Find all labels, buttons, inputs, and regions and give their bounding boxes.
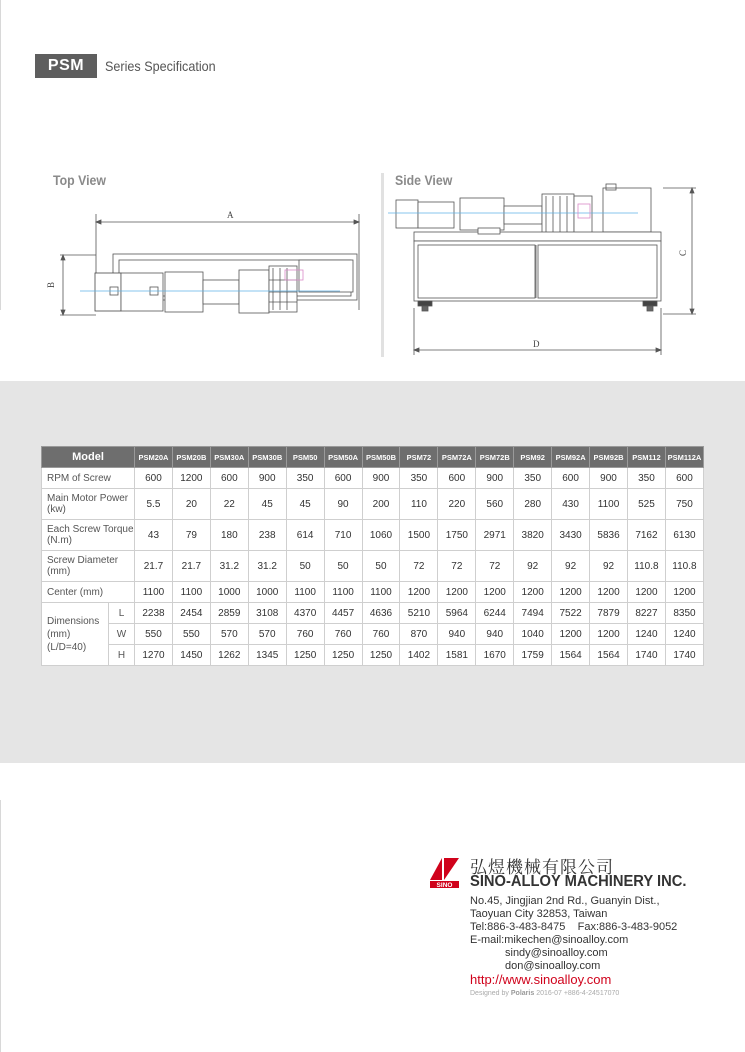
- company-logo: [428, 855, 461, 888]
- margin-rule: [0, 800, 1, 1052]
- table-cell: 600: [210, 468, 248, 489]
- dimension-sub-label: L: [109, 603, 135, 624]
- page-title: Series Specification: [105, 58, 216, 74]
- table-cell: 570: [248, 624, 286, 645]
- table-row: [42, 468, 704, 489]
- table-row: [42, 520, 704, 551]
- model-header: PSM30A: [210, 447, 248, 468]
- table-cell: 238: [248, 520, 286, 551]
- model-header: PSM112: [627, 447, 665, 468]
- row-label: Main Motor Power (kw): [42, 489, 135, 520]
- dim-a-label: A: [227, 210, 234, 220]
- table-row: [42, 489, 704, 520]
- table-cell: 940: [476, 624, 514, 645]
- table-cell: 710: [324, 520, 362, 551]
- table-cell: 600: [552, 468, 590, 489]
- table-cell: 72: [438, 551, 476, 582]
- dim-b-label: B: [46, 281, 56, 288]
- email-3[interactable]: don@sinoalloy.com: [505, 960, 601, 972]
- dim-c-label: C: [678, 249, 688, 256]
- model-header: PSM72A: [438, 447, 476, 468]
- table-cell: 1759: [514, 645, 552, 666]
- table-cell: 31.2: [210, 551, 248, 582]
- table-cell: 570: [210, 624, 248, 645]
- table-cell: 1200: [590, 582, 628, 603]
- table-cell: 1100: [590, 489, 628, 520]
- table-cell: 50: [286, 551, 324, 582]
- table-cell: 200: [362, 489, 400, 520]
- table-cell: 220: [438, 489, 476, 520]
- table-cell: 1402: [400, 645, 438, 666]
- table-cell: 92: [514, 551, 552, 582]
- table-cell: 1100: [362, 582, 400, 603]
- table-cell: 1200: [665, 582, 703, 603]
- table-cell: 1100: [135, 582, 173, 603]
- table-cell: 280: [514, 489, 552, 520]
- model-header: PSM72: [400, 447, 438, 468]
- table-cell: 1670: [476, 645, 514, 666]
- table-cell: 1250: [286, 645, 324, 666]
- table-cell: 4457: [324, 603, 362, 624]
- table-cell: 31.2: [248, 551, 286, 582]
- table-cell: 4370: [286, 603, 324, 624]
- table-cell: 750: [665, 489, 703, 520]
- table-cell: 760: [286, 624, 324, 645]
- model-header: PSM50A: [324, 447, 362, 468]
- table-cell: 1345: [248, 645, 286, 666]
- table-cell: 350: [400, 468, 438, 489]
- table-cell: 870: [400, 624, 438, 645]
- table-cell: 3108: [248, 603, 286, 624]
- row-label: Screw Diameter (mm): [42, 551, 135, 582]
- table-cell: 1060: [362, 520, 400, 551]
- table-cell: 5.5: [135, 489, 173, 520]
- model-header: PSM20B: [172, 447, 210, 468]
- model-header: PSM50B: [362, 447, 400, 468]
- dimensions-label-line: (L/D=40): [47, 641, 87, 653]
- table-cell: 525: [627, 489, 665, 520]
- table-cell: 1270: [135, 645, 173, 666]
- dimension-sub-label: W: [109, 624, 135, 645]
- table-cell: 1240: [665, 624, 703, 645]
- table-cell: 350: [627, 468, 665, 489]
- dim-d-label: D: [533, 339, 540, 349]
- phone-fax: Tel:886-3-483-8475 Fax:886-3-483-9052: [470, 921, 678, 933]
- table-cell: 6244: [476, 603, 514, 624]
- table-cell: 560: [476, 489, 514, 520]
- table-cell: 1450: [172, 645, 210, 666]
- table-cell: 8350: [665, 603, 703, 624]
- model-header: PSM20A: [135, 447, 173, 468]
- table-cell: 1500: [400, 520, 438, 551]
- credit-name: Polaris: [510, 990, 535, 997]
- dimensions-label-line: (mm): [47, 628, 71, 640]
- table-cell: 1200: [552, 582, 590, 603]
- table-cell: 7522: [552, 603, 590, 624]
- table-cell: 5836: [590, 520, 628, 551]
- table-cell: 5210: [400, 603, 438, 624]
- table-cell: 1200: [590, 624, 628, 645]
- table-cell: 50: [324, 551, 362, 582]
- website-link[interactable]: http://www.sinoalloy.com: [470, 972, 612, 987]
- table-cell: 22: [210, 489, 248, 520]
- model-header: PSM112A: [665, 447, 703, 468]
- design-credit: [470, 990, 619, 997]
- table-cell: 600: [665, 468, 703, 489]
- table-row: [42, 551, 704, 582]
- table-cell: 1740: [665, 645, 703, 666]
- table-cell: 21.7: [135, 551, 173, 582]
- model-header: PSM92: [514, 447, 552, 468]
- table-cell: 1100: [324, 582, 362, 603]
- spec-table: [41, 446, 704, 666]
- model-header: PSM30B: [248, 447, 286, 468]
- row-label: Each Screw Torque (N.m): [42, 520, 135, 551]
- email-2[interactable]: sindy@sinoalloy.com: [505, 947, 608, 959]
- address-line-1: No.45, Jingjian 2nd Rd., Guanyin Dist.,: [470, 895, 660, 907]
- dimension-sub-label: H: [109, 645, 135, 666]
- series-tag: PSM: [35, 54, 97, 78]
- table-cell: 72: [476, 551, 514, 582]
- table-cell: 550: [135, 624, 173, 645]
- table-cell: 900: [476, 468, 514, 489]
- table-cell: 1740: [627, 645, 665, 666]
- company-name-zh: 弘煜機械有限公司: [470, 858, 614, 878]
- table-cell: 20: [172, 489, 210, 520]
- table-cell: 8227: [627, 603, 665, 624]
- table-cell: 2859: [210, 603, 248, 624]
- table-cell: 7494: [514, 603, 552, 624]
- dimension-row: [42, 645, 704, 666]
- table-cell: 5964: [438, 603, 476, 624]
- table-cell: 350: [286, 468, 324, 489]
- table-cell: 1581: [438, 645, 476, 666]
- table-cell: 1240: [627, 624, 665, 645]
- header-model-label: Model: [42, 447, 135, 468]
- dimension-row: [42, 603, 704, 624]
- table-cell: 90: [324, 489, 362, 520]
- address-line-2: Taoyuan City 32853, Taiwan: [470, 908, 608, 920]
- table-cell: 1250: [362, 645, 400, 666]
- table-cell: 1100: [286, 582, 324, 603]
- table-cell: 1250: [324, 645, 362, 666]
- row-label: Center (mm): [42, 582, 135, 603]
- table-cell: 600: [324, 468, 362, 489]
- table-cell: 1200: [627, 582, 665, 603]
- table-cell: 4636: [362, 603, 400, 624]
- table-cell: 550: [172, 624, 210, 645]
- row-label: RPM of Screw: [42, 468, 135, 489]
- margin-rule: [0, 0, 1, 310]
- model-header: PSM92A: [552, 447, 590, 468]
- side-view-drawing: [388, 180, 703, 358]
- table-cell: 1200: [552, 624, 590, 645]
- table-cell: 600: [438, 468, 476, 489]
- table-cell: 1200: [476, 582, 514, 603]
- table-cell: 1262: [210, 645, 248, 666]
- table-cell: 1750: [438, 520, 476, 551]
- table-cell: 45: [248, 489, 286, 520]
- dimensions-label: [42, 603, 109, 666]
- company-contact: [470, 894, 677, 972]
- table-cell: 1200: [514, 582, 552, 603]
- table-cell: 180: [210, 520, 248, 551]
- table-cell: 900: [590, 468, 628, 489]
- model-header: PSM50: [286, 447, 324, 468]
- table-cell: 614: [286, 520, 324, 551]
- table-cell: 1200: [400, 582, 438, 603]
- table-cell: 45: [286, 489, 324, 520]
- table-cell: 110.8: [665, 551, 703, 582]
- table-cell: 1200: [438, 582, 476, 603]
- table-cell: 1200: [172, 468, 210, 489]
- table-cell: 2238: [135, 603, 173, 624]
- table-cell: 1564: [552, 645, 590, 666]
- dimension-row: [42, 624, 704, 645]
- table-cell: 110: [400, 489, 438, 520]
- table-cell: 2454: [172, 603, 210, 624]
- logo-text: SINO: [436, 882, 453, 888]
- table-cell: 1564: [590, 645, 628, 666]
- table-cell: 50: [362, 551, 400, 582]
- table-cell: 92: [552, 551, 590, 582]
- table-cell: 6130: [665, 520, 703, 551]
- dimensions-label-line: Dimensions: [47, 615, 100, 627]
- table-cell: 1000: [210, 582, 248, 603]
- credit-suffix: 2016-07 +886-4-24517070: [536, 990, 620, 997]
- table-cell: 43: [135, 520, 173, 551]
- table-cell: 760: [324, 624, 362, 645]
- table-header-row: [42, 447, 704, 468]
- table-cell: 760: [362, 624, 400, 645]
- email-1[interactable]: E-mail:mikechen@sinoalloy.com: [470, 934, 629, 946]
- model-header: PSM92B: [590, 447, 628, 468]
- company-name-en: SINO-ALLOY MACHINERY INC.: [470, 873, 687, 890]
- table-cell: 350: [514, 468, 552, 489]
- table-cell: 900: [248, 468, 286, 489]
- table-cell: 3430: [552, 520, 590, 551]
- table-cell: 21.7: [172, 551, 210, 582]
- table-cell: 7879: [590, 603, 628, 624]
- table-cell: 430: [552, 489, 590, 520]
- table-cell: 3820: [514, 520, 552, 551]
- table-cell: 92: [590, 551, 628, 582]
- table-cell: 1040: [514, 624, 552, 645]
- table-cell: 110.8: [627, 551, 665, 582]
- model-header: PSM72B: [476, 447, 514, 468]
- table-cell: 79: [172, 520, 210, 551]
- top-view-drawing: [40, 200, 370, 325]
- table-cell: 940: [438, 624, 476, 645]
- side-view-title: Side View: [395, 172, 453, 188]
- table-cell: 1100: [172, 582, 210, 603]
- view-divider: [381, 173, 384, 357]
- table-cell: 900: [362, 468, 400, 489]
- top-view-title: Top View: [53, 172, 106, 188]
- table-row: [42, 582, 704, 603]
- table-cell: 600: [135, 468, 173, 489]
- credit-prefix: Designed by: [470, 990, 509, 997]
- table-cell: 7162: [627, 520, 665, 551]
- table-cell: 2971: [476, 520, 514, 551]
- table-cell: 1000: [248, 582, 286, 603]
- table-cell: 72: [400, 551, 438, 582]
